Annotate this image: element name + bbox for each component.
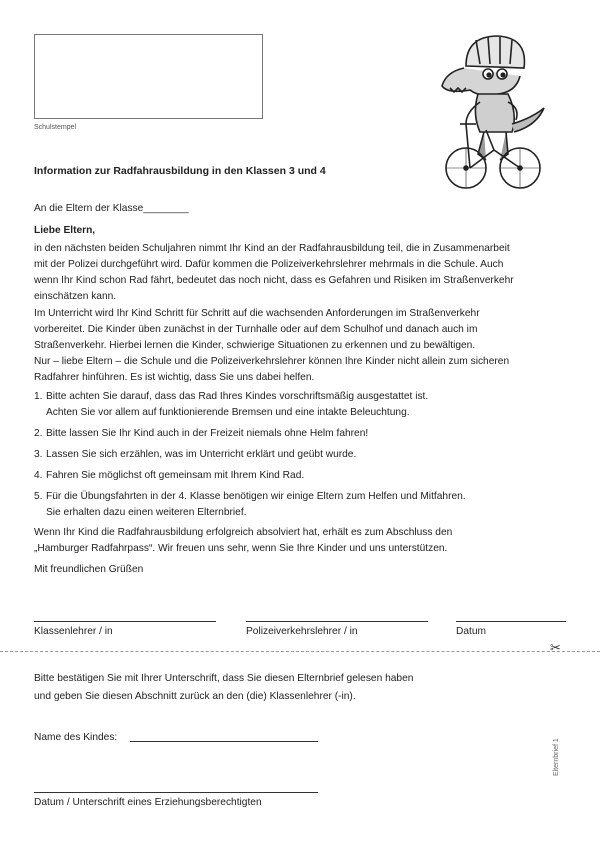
paragraph-lessons: [34, 306, 564, 386]
paragraph-line: mit der Polizei durchgeführt wird. Dafür kommen die Polizeiverkehrslehrer mehrmals in die Schule. Auch: [34, 259, 504, 270]
list-item: 1. Bitte achten Sie darauf, dass das Rad Ihres Kindes vorschriftsmäßig ausgestattet ist. Achten Sie vor allem auf funktionierende Bremsen und eine intakte Beleuchtung.: [34, 391, 429, 418]
scissors-icon: ✂: [550, 640, 561, 655]
closing-paragraph: [34, 525, 564, 557]
paragraph-line: in den nächsten beiden Schuljahren nimmt Ihr Kind an der Radfahrausbildung teil, die in Zusammenarbeit: [34, 243, 510, 254]
side-label: Elternbrief 1: [553, 738, 560, 776]
page-title: Information zur Radfahrausbildung in den Klassen 3 und 4: [34, 165, 326, 177]
paragraph-intro: [34, 241, 564, 305]
list-item: 2. Bitte lassen Sie Ihr Kind auch in der Freizeit niemals ohne Helm fahren!: [34, 428, 369, 439]
teacher-signature-line[interactable]: [34, 621, 216, 622]
paragraph-line: Radfahrer hinführen. Es ist wichtig, dass Sie uns dabei helfen.: [34, 372, 315, 383]
date-label: Datum: [456, 626, 487, 637]
greeting: Liebe Eltern,: [34, 225, 96, 236]
list-item: 4. Fahren Sie möglichst oft gemeinsam mit Ihrem Kind Rad.: [34, 470, 305, 481]
paragraph-line: Bitte bestätigen Sie mit Ihrer Unterschrift, dass Sie diesen Elternbrief gelesen haben: [34, 673, 414, 684]
list-item: 5. Für die Übungsfahrten in der 4. Klasse benötigen wir einige Eltern zum Helfen und Mitfahren. Sie erhalten dazu einen weiteren Elternbrief.: [34, 491, 466, 518]
paragraph-line: wenn Ihr Kind schon Rad fährt, bedeutet das noch nicht, dass es Gefahren und Risiken im Straßenverkehr: [34, 275, 514, 286]
paragraph-line: Wenn Ihr Kind die Radfahrausbildung erfolgreich absolviert hat, erhält es zum Abschluss den: [34, 527, 453, 538]
paragraph-line: und geben Sie diesen Abschnitt zurück an den (die) Klassenlehrer (-in).: [34, 691, 356, 702]
regards: Mit freundlichen Grüßen: [34, 564, 144, 575]
guardian-signature-line[interactable]: [34, 792, 318, 793]
paragraph-line: Nur – liebe Eltern – die Schule und die Polizeiverkehrslehrer können Ihre Kinder nicht allein zum sicheren: [34, 356, 510, 367]
child-name-line[interactable]: [130, 741, 318, 742]
crocodile-cyclist-illustration: [436, 28, 548, 196]
slip-instructions: [34, 670, 564, 706]
child-name-label: Name des Kindes:: [34, 732, 118, 743]
list-item: 3. Lassen Sie sich erzählen, was im Unterricht erklärt und geübt wurde.: [34, 449, 357, 460]
date-line[interactable]: [456, 621, 566, 622]
paragraph-line: einschätzen kann.: [34, 291, 117, 302]
paragraph-line: Im Unterricht wird Ihr Kind Schritt für Schritt auf die wachsenden Anforderungen im Straßenverkehr: [34, 308, 480, 319]
paragraph-line: „Hamburger Radfahrpass“. Wir freuen uns sehr, wenn Sie Ihre Kinder und uns unterstützen.: [34, 543, 448, 554]
request-list: [34, 389, 574, 526]
cut-line: [0, 651, 600, 652]
guardian-signature-label: Datum / Unterschrift eines Erziehungsberechtigten: [34, 797, 262, 808]
stamp-label: Schulstempel: [34, 124, 77, 131]
school-stamp-box: [34, 34, 263, 119]
police-signature-label: Polizeiverkehrslehrer / in: [246, 626, 358, 637]
paragraph-line: Straßenverkehr. Hierbei lernen die Kinder, schwierige Situationen zu erkennen und zu bewältigen.: [34, 340, 476, 351]
paragraph-line: vorbereitet. Die Kinder üben zunächst in der Turnhalle oder auf dem Schulhof und danach auch im: [34, 324, 478, 335]
addressee-line: An die Eltern der Klasse________: [34, 203, 189, 214]
police-signature-line[interactable]: [246, 621, 428, 622]
teacher-signature-label: Klassenlehrer / in: [34, 626, 113, 637]
